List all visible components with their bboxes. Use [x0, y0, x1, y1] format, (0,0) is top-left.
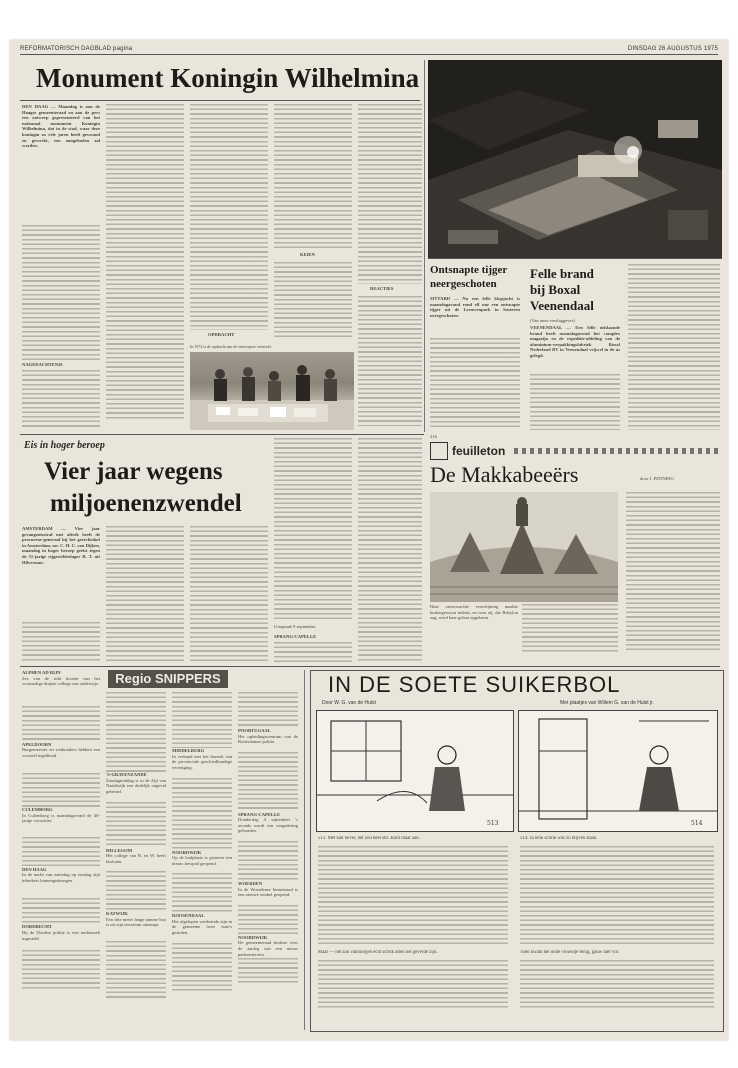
monument-col5-text	[358, 104, 422, 284]
appeal-col5	[358, 438, 422, 662]
snipper-place: NOORDWIJK	[238, 934, 268, 940]
fire-title-3: Veenendaal	[530, 298, 594, 313]
snipper-text: Het afgelopen weekeinde zijn in de gemeente twee auto's gestolen.	[172, 918, 232, 935]
snipper-place: DEN HAAG	[22, 866, 47, 872]
snipper-place: DORDRECHT	[22, 924, 52, 930]
snipper-text: Donderdag 4 september 's avonds wordt een vergadering gehouden.	[238, 817, 298, 834]
snipper-text: In Culemborg is maandagavond de 40-jarige voorzitter.	[22, 812, 100, 824]
mid-rule-left	[20, 434, 424, 435]
fire-byline: (Van onze verslaggever)	[530, 318, 575, 323]
appeal-kicker: Eis in hoger beroep	[24, 440, 105, 451]
appeal-lead: AMSTERDAM — Vier jaar gevangenisstraf met aftrek heeft de procureur-generaal bij het gerechtshof in Amsterdam, mr. C. H. C. van Dijken, maandag in hoger beroep geëist tegen de 51-jarige rijgesteldeslager R. T. uit Hilversum.	[22, 526, 100, 565]
snipper-body	[172, 873, 232, 913]
photo-people-figures	[190, 352, 354, 430]
aerial-scene	[428, 60, 722, 258]
snipper-text: Bij de Dordtse politie is een onderzoek ingesteld.	[22, 929, 100, 941]
snipper-body	[238, 752, 298, 812]
suikerbol-right-body	[520, 846, 714, 946]
engraving-scene	[430, 492, 618, 602]
snipper-body	[106, 802, 166, 848]
monument-col1-text	[22, 225, 100, 360]
snipper-place: KATWIJK	[106, 911, 128, 917]
monument-kop-opdracht: OPDRACHT	[208, 332, 235, 337]
monument-rule	[20, 100, 420, 101]
feuilleton-col2	[626, 492, 720, 652]
feuilleton-author: door J. PENNING	[640, 476, 674, 481]
suikerbol-left-body	[318, 846, 508, 946]
monument-title: Monument Koningin Wilhelmina	[36, 63, 420, 93]
monument-col2-text	[106, 104, 184, 420]
header-rule	[20, 54, 718, 55]
lower-rule	[20, 666, 720, 667]
snipper-text: Het opleidingscentrum van de Rotterdamse politie.	[238, 733, 298, 745]
snipper-place: HILLEGOM	[106, 847, 133, 853]
monument-col1b-text	[22, 370, 100, 430]
snipper-body	[238, 905, 298, 935]
snipper-body	[238, 692, 298, 728]
snipper-body	[172, 778, 232, 850]
fire-lead: VEENENDAAL — Een felle uitslaande brand heeft maandagavond het complex magazijn en de expeditie-afdeling van de aluminium-verpakkingsfabriek Boxal Nederland BV in Veenendaal vrijwel in de as gelegd.	[530, 325, 620, 358]
illustration-right-number: 514	[691, 820, 703, 827]
snipper-text: Een drie meter lange tamme boa is uit zijn terrarium ontsnapt.	[106, 916, 166, 928]
fire-text-col1	[530, 374, 620, 430]
snippers-col2	[106, 692, 166, 1001]
tiger-text	[430, 338, 520, 430]
snipper-text: In verband met het bezoek van de provinciale geschiedkundige vereniging.	[172, 753, 232, 770]
fire-title-1: Felle brand	[530, 266, 594, 281]
snipper-place: 'S-GRAVENZANDE	[106, 772, 147, 777]
feuilleton-col1b	[522, 604, 618, 652]
suikerbol-illustration-right	[518, 710, 718, 832]
snipper-place: NOORDWIJK	[172, 849, 202, 855]
feuilleton-title: De Makkabeeërs	[430, 462, 579, 487]
suikerbol-right-text: 514. Ja lelik schrik was zo blijven staan.	[520, 836, 598, 841]
vertical-separator-lower	[304, 670, 305, 1030]
snippers-col1	[22, 670, 100, 990]
feuilleton-label: feuilleton	[452, 444, 506, 458]
snipper-place: APELDOORN	[22, 741, 52, 747]
snipper-place: POORTUGAAL	[238, 728, 271, 733]
feuilleton-logo-icon	[430, 442, 448, 460]
suikerbol-illustration-left	[316, 710, 514, 832]
snippers-title: Regio SNIPPERS	[108, 670, 228, 688]
sprang-capelle-kop: SPRANG-CAPELLE	[274, 634, 317, 639]
feuilleton-number: 216	[430, 434, 437, 439]
monument-kop-keien: KEIEN	[300, 252, 315, 257]
snipper-text: Zondagmiddag is in de Zijl van Naaldwijk een dodelijk ongeval gebeurd.	[106, 777, 166, 794]
suikerbol-right-body2	[520, 960, 714, 1010]
snipper-body	[22, 773, 100, 807]
fire-aerial-photo	[428, 60, 722, 258]
suikerbol-illustrator: Met plaatjes van Willem G. van de Hulst jr.	[560, 700, 654, 706]
snipper-text: Het college van B. en W. heeft besloten.	[106, 853, 166, 864]
appeal-col1	[22, 622, 100, 662]
snipper-place: MIDDELBURG	[172, 748, 205, 753]
illustration-left-number: 513	[487, 820, 499, 827]
feuilleton-engraving	[430, 492, 618, 602]
fire-text-col2	[628, 264, 720, 430]
monument-photo-caption: In 1972 is de opdracht aan de ontwerpers verstrekt.	[190, 344, 272, 349]
snipper-place: ALPHEN AD RIJN	[22, 670, 61, 675]
suikerbol-left-end: Maar — het zou vanmorgen echt schrik allen het geverde zijn.	[318, 950, 438, 955]
snipper-place: CULEMBORG	[22, 807, 53, 813]
tiger-title-1: Ontsnapte tijger	[430, 264, 508, 276]
snipper-text: Op de badplaats is gisteren een nieuw fietspad geopend.	[172, 855, 232, 866]
snippers-col4	[238, 692, 298, 984]
illustration-right-scene	[519, 711, 717, 831]
appeal-col4	[274, 438, 352, 622]
monument-col3-text	[190, 104, 268, 330]
sprang-capelle-text	[274, 642, 352, 662]
tiger-title-2: neergeschoten	[430, 278, 497, 290]
snipper-body	[172, 943, 232, 993]
fire-title-2: bij Boxal	[530, 282, 581, 297]
snipper-text: Zes van de acht hooien van het voormalige dorpse college van onderwijs.	[22, 675, 100, 687]
appeal-col2	[106, 526, 184, 662]
snipper-body	[106, 692, 166, 772]
feuilleton-lead: Haar onverwachte verschijning maakte buitengewoon indruk, en toen zij, die Babylon zag, werd haar gelaat opgelaten.	[430, 604, 518, 621]
vertical-separator	[424, 60, 425, 432]
newspaper-page	[10, 40, 728, 1040]
monument-lead: DEN HAAG — Maandag is aan de Haagse gemeenteraad en aan de pers een ontwerp gepresenteerd van het nationaal monument Koningin Wilhelmina, dat in de stad, waar deze koningin zo vele jaren heeft gewoond en gewerkt, een aangeboden zal worden.	[22, 104, 100, 149]
snipper-place: WOERDEN	[238, 881, 263, 887]
snipper-body	[22, 898, 100, 924]
monument-kop-reacties: REACTIES	[370, 286, 394, 291]
appeal-col3	[190, 526, 268, 662]
monument-col5b-text	[358, 296, 422, 426]
snipper-body	[238, 958, 298, 984]
snipper-body	[172, 692, 232, 748]
snipper-text: De gemeenteraad besliste over de aanleg van een nieuw parkeerterrein.	[238, 940, 298, 957]
separator-right	[428, 258, 722, 259]
snipper-body	[106, 871, 166, 911]
monument-model-photo	[190, 352, 354, 430]
appeal-note: Uitspraak 9 september.	[274, 624, 317, 629]
appeal-title-1: Vier jaar wegens	[44, 458, 223, 485]
appeal-title-2: miljoenenzwendel	[50, 490, 242, 517]
snipper-body	[106, 941, 166, 1001]
header-left: REFORMATORISCH DAGBLAD pagina	[20, 46, 133, 52]
suikerbol-author: Door W. G. van de Hulst	[322, 700, 376, 706]
snipper-place: ROOSENDAAL	[172, 913, 205, 919]
monument-col4b-text	[274, 262, 352, 340]
snippers-col3	[172, 692, 232, 993]
monument-kop-nagedachtenis: NAGEDACHTENIS	[22, 362, 63, 367]
snipper-body	[22, 950, 100, 990]
suikerbol-title: IN DE SOETE SUIKERBOL	[328, 672, 621, 697]
snipper-text: In de nacht van zaterdag op zondag zijn inbrekers binnengedrongen.	[22, 872, 100, 883]
snipper-body	[238, 841, 298, 881]
snipper-text: In de Woerdense binnenstad is een nieuwe winkel geopend.	[238, 886, 298, 898]
illustration-left-scene	[317, 711, 513, 831]
suikerbol-left-body2	[318, 960, 508, 1010]
snipper-text: Burgemeester en wethouders hebben een voorstel ingediend.	[22, 747, 100, 758]
snipper-body	[22, 837, 100, 867]
suikerbol-left-text: 513. Met kan liever, het zou heel stil. Kom maar aan.	[318, 836, 420, 841]
suikerbol-right-end: Toen kwam het oude vrouwtje terug, gauw hier vol.	[520, 950, 620, 955]
monument-col4-text	[274, 104, 352, 250]
snipper-place: SPRANG-CAPELLE	[238, 811, 281, 817]
feuilleton-ornament	[514, 448, 718, 454]
tiger-lead: SITTARD — Na een felle klopjacht is maandagavond rond elf uur een ontsnapte tijger uit de Leeuwenpark in Susteren neergeschoten.	[430, 296, 520, 318]
header-date: DINSDAG 26 AUGUSTUS 1975	[627, 46, 718, 52]
snipper-body	[22, 706, 100, 742]
